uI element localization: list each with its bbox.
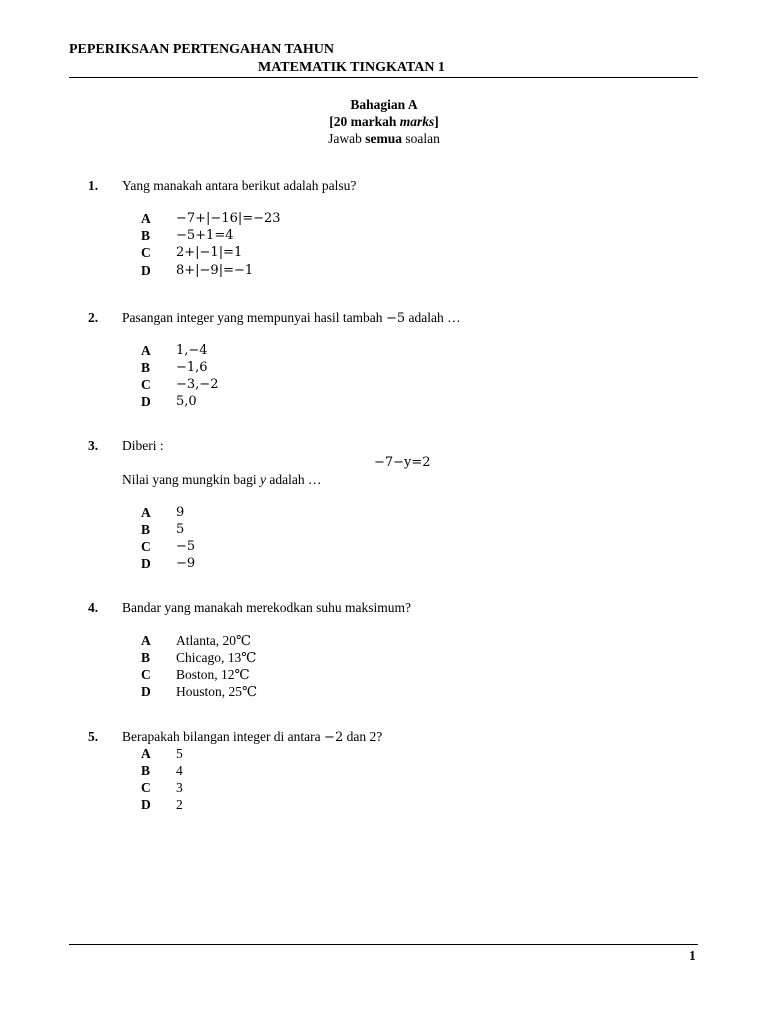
question-text: Bandar yang manakah merekodkan suhu maksimum? <box>122 600 412 615</box>
option-d: D −9 <box>141 556 196 571</box>
option-a: A −7+|−16|=−23 <box>141 211 281 226</box>
option-a: A Atlanta, 20℃ <box>141 633 252 648</box>
option-d: D 8+|−9|=−1 <box>141 263 254 278</box>
question-subtext: Nilai yang mungkin bagi y adalah … <box>122 472 322 487</box>
option-d: D Houston, 25℃ <box>141 684 258 699</box>
question-number: 5. <box>88 729 99 744</box>
exam-subject: MATEMATIK TINGKATAN 1 <box>258 60 445 75</box>
footer-rule <box>69 944 698 945</box>
question-number: 4. <box>88 600 99 615</box>
option-a: A 5 <box>141 746 183 761</box>
option-c: C 2+|−1|=1 <box>141 245 243 260</box>
option-c: C −3,−2 <box>141 377 219 392</box>
question-text: Diberi : <box>122 438 164 453</box>
option-c: C −5 <box>141 539 196 554</box>
option-d: D 5,0 <box>141 394 197 409</box>
question-text: Pasangan integer yang mempunyai hasil tambah −5 adalah … <box>122 310 461 326</box>
page-number: 1 <box>689 948 696 963</box>
exam-title: PEPERIKSAAN PERTENGAHAN TAHUN <box>69 42 335 57</box>
question-text: Berapakah bilangan integer di antara −2 dan 2? <box>122 729 383 745</box>
option-b: B −5+1=4 <box>141 228 234 243</box>
question-text: Yang manakah antara berikut adalah palsu? <box>122 178 357 193</box>
option-a: A 1,−4 <box>141 343 208 358</box>
option-b: B Chicago, 13℃ <box>141 650 257 665</box>
header-rule <box>69 77 698 78</box>
option-a: A 9 <box>141 505 185 520</box>
option-b: B 4 <box>141 763 183 778</box>
option-b: B −1,6 <box>141 360 208 375</box>
option-c: C 3 <box>141 780 183 795</box>
given-equation: −7−y=2 <box>374 455 431 470</box>
section-instruction: Jawab semua soalan <box>328 131 440 146</box>
option-b: B 5 <box>141 522 185 537</box>
section-heading <box>0 96 768 147</box>
question-number: 2. <box>88 310 99 325</box>
section-title: Bahagian A <box>350 97 418 112</box>
option-d: D 2 <box>141 797 183 812</box>
option-c: C Boston, 12℃ <box>141 667 250 682</box>
section-marks: [20 markah marks] <box>329 114 439 129</box>
question-number: 1. <box>88 178 99 193</box>
question-number: 3. <box>88 438 99 453</box>
